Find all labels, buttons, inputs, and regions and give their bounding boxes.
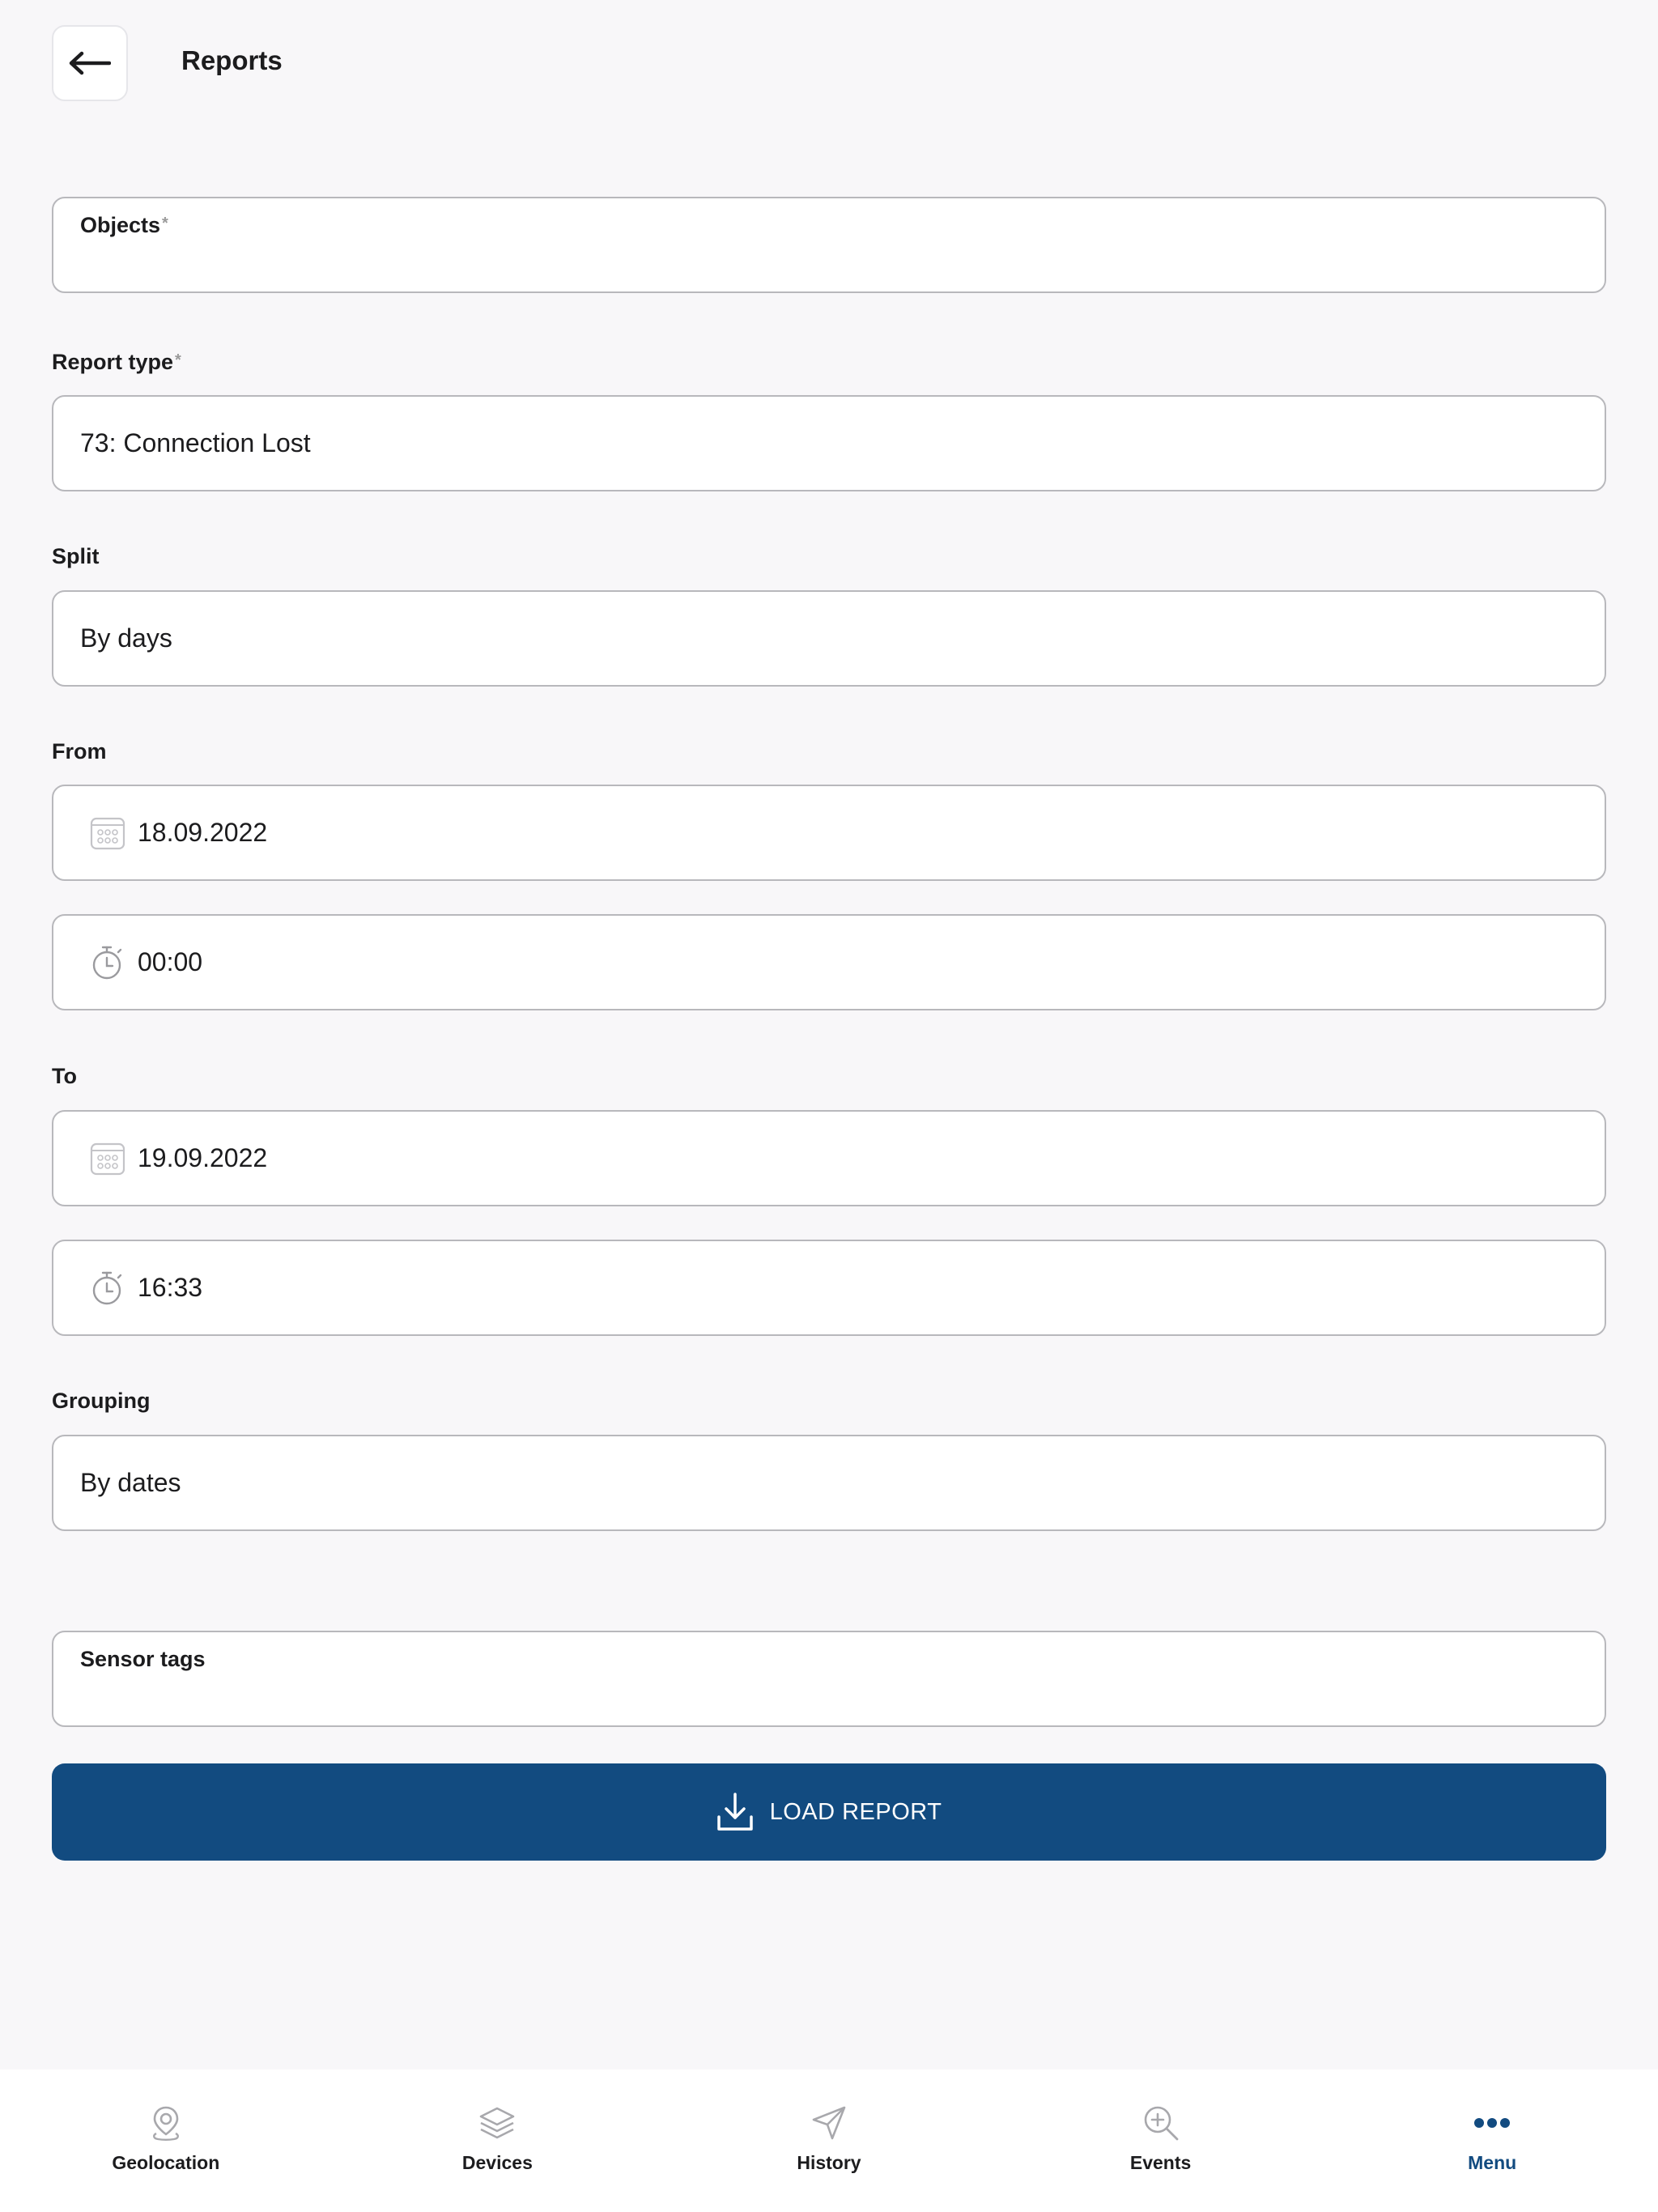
navigation-arrow-icon [810, 2104, 848, 2142]
sensor-tags-field[interactable] [52, 1631, 1606, 1727]
from-label: From [52, 739, 107, 764]
report-type-value: 73: Connection Lost [80, 428, 311, 457]
calendar-icon [90, 1141, 125, 1176]
grouping-label: Grouping [52, 1389, 151, 1413]
grouping-select[interactable] [52, 1435, 1606, 1531]
load-report-label: LOAD REPORT [769, 1798, 942, 1825]
split-value: By days [80, 623, 172, 653]
tab-history[interactable] [663, 2069, 995, 2212]
to-date-value: 19.09.2022 [138, 1143, 268, 1172]
tab-label: Events [1129, 2152, 1192, 2173]
page-title: Reports [181, 45, 283, 75]
download-icon [716, 1792, 754, 1832]
load-report-button[interactable] [52, 1763, 1606, 1861]
sensor-tags-label: Sensor tags [80, 1647, 206, 1671]
tab-label: Menu [1468, 2152, 1517, 2173]
more-dots-icon [1473, 2104, 1511, 2142]
to-time-field[interactable] [52, 1240, 1606, 1336]
split-label: Split [52, 544, 100, 568]
objects-field[interactable] [52, 197, 1606, 293]
to-label: To [52, 1064, 77, 1088]
from-time-field[interactable] [52, 914, 1606, 1010]
bottom-tab-bar [0, 2069, 1658, 2212]
split-select[interactable] [52, 590, 1606, 687]
app-header [0, 0, 1658, 130]
report-type-select[interactable] [52, 395, 1606, 491]
tab-label: Geolocation [112, 2152, 220, 2173]
tab-label: History [797, 2152, 861, 2173]
required-mark: * [162, 215, 168, 232]
required-mark: * [175, 351, 181, 369]
zoom-in-icon [1141, 2104, 1180, 2142]
location-pin-icon [147, 2104, 185, 2142]
arrow-left-icon [69, 51, 111, 75]
stopwatch-icon [90, 1270, 125, 1306]
to-time-value: 16:33 [138, 1273, 203, 1302]
tab-geolocation[interactable] [0, 2069, 332, 2212]
to-date-field[interactable] [52, 1110, 1606, 1206]
back-button[interactable] [52, 25, 128, 101]
stopwatch-icon [90, 945, 125, 981]
calendar-icon [90, 815, 125, 851]
objects-label: Objects * [80, 213, 168, 237]
from-date-field[interactable] [52, 785, 1606, 881]
report-type-label: Report type * [52, 350, 181, 374]
grouping-value: By dates [80, 1468, 181, 1497]
tab-events[interactable] [995, 2069, 1327, 2212]
tab-menu[interactable] [1326, 2069, 1658, 2212]
tab-label: Devices [461, 2152, 533, 2173]
from-time-value: 00:00 [138, 947, 203, 976]
from-date-value: 18.09.2022 [138, 818, 268, 847]
layers-icon [478, 2104, 517, 2142]
tab-devices[interactable] [332, 2069, 664, 2212]
